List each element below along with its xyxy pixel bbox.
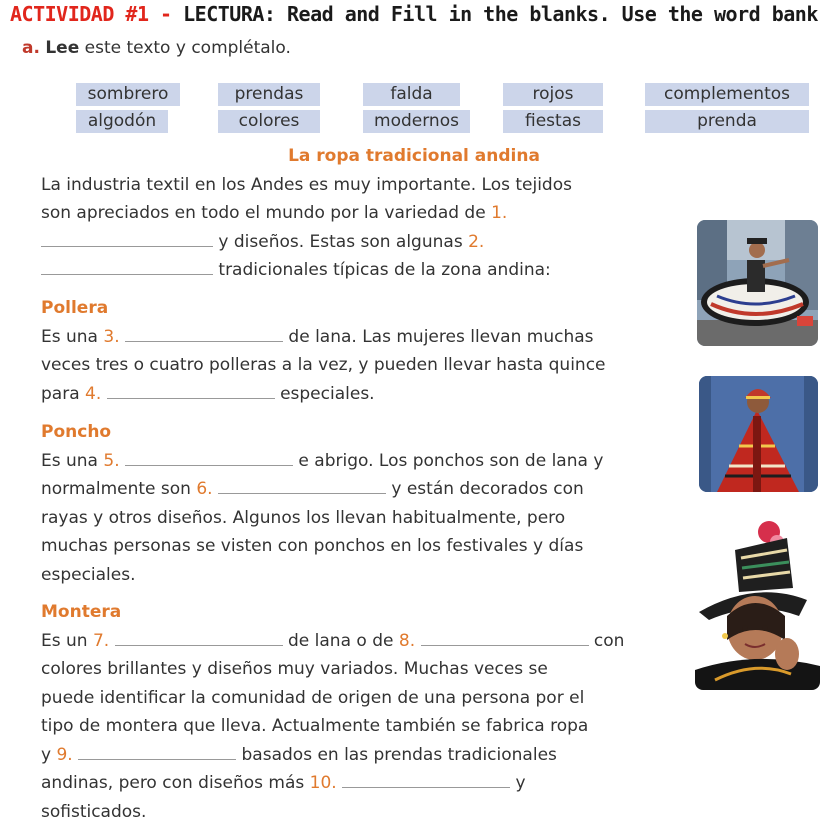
text-line: colores brillantes y diseños muy variados. Muchas veces se — [41, 659, 548, 679]
word-bank-item: algodón — [76, 110, 168, 133]
text-span: y diseños. Estas son algunas — [218, 232, 463, 252]
text-line — [41, 479, 584, 499]
text-span: de lana o de — [288, 631, 394, 651]
text-line — [41, 384, 375, 404]
blank-7[interactable] — [115, 631, 283, 646]
story-title: La ropa tradicional andina — [288, 146, 540, 166]
text-span: Es un — [41, 631, 88, 651]
blank-number: 2. — [468, 232, 485, 252]
text-span: y — [515, 773, 526, 793]
word-bank-item: fiestas — [503, 110, 603, 133]
blank-4[interactable] — [107, 384, 275, 399]
text-span: de lana. Las mujeres llevan muchas — [288, 327, 594, 347]
text-line — [41, 232, 484, 252]
text-span: para — [41, 384, 80, 404]
text-line: tipo de montera que lleva. Actualmente también se fabrica ropa — [41, 716, 589, 736]
section-heading-pollera: Pollera — [41, 298, 109, 318]
blank-number: 10. — [309, 773, 337, 793]
text-line: veces tres o cuatro polleras a la vez, y pueden llevar hasta quince — [41, 355, 606, 375]
montera-woman-photo — [695, 520, 820, 690]
text-span: e abrigo. Los ponchos son de lana y — [298, 451, 604, 471]
blank-2[interactable] — [41, 260, 213, 275]
instruction-bold: Lee — [45, 38, 80, 58]
word-bank-item: falda — [363, 83, 460, 106]
blank-number: 9. — [56, 745, 73, 765]
poncho-man-photo — [699, 376, 818, 492]
blank-number: 8. — [398, 631, 416, 651]
word-bank-item: rojos — [503, 83, 603, 106]
blank-number: 1. — [491, 203, 508, 223]
blank-6[interactable] — [218, 479, 386, 494]
text-span: tradicionales típicas de la zona andina: — [218, 260, 551, 280]
word-bank-item: colores — [218, 110, 320, 133]
blank-number: 7. — [92, 631, 110, 651]
blank-1[interactable] — [41, 232, 213, 247]
section-heading-montera: Montera — [41, 602, 122, 622]
blank-5[interactable] — [125, 451, 293, 466]
blank-9[interactable] — [78, 745, 236, 760]
text-line — [41, 631, 624, 651]
text-line: sofisticados. — [41, 802, 147, 822]
text-line — [41, 260, 551, 280]
text-span: especiales. — [280, 384, 375, 404]
text-line: puede identificar la comunidad de origen de una persona por el — [41, 688, 585, 708]
word-bank-item: sombrero — [76, 83, 180, 106]
blank-8[interactable] — [421, 631, 589, 646]
text-span: y — [41, 745, 52, 765]
instruction — [22, 38, 291, 58]
text-line: especiales. — [41, 565, 136, 585]
word-bank-item: complementos — [645, 83, 809, 106]
word-bank-item: modernos — [363, 110, 470, 133]
instruction-letter: a. — [22, 38, 40, 58]
text-span: con — [593, 631, 625, 651]
text-line — [41, 327, 594, 347]
text-line — [41, 203, 507, 223]
text-span: Es una — [41, 327, 98, 347]
blank-number: 4. — [85, 384, 102, 404]
word-bank-item: prenda — [645, 110, 809, 133]
text-line: La industria textil en los Andes es muy importante. Los tejidos — [41, 175, 572, 195]
text-span: basados en las prendas tradicionales — [241, 745, 557, 765]
text-line: rayas y otros diseños. Algunos los llevan habitualmente, pero — [41, 508, 566, 528]
text-span: Es una — [41, 451, 98, 471]
blank-10[interactable] — [342, 773, 510, 788]
text-span: normalmente son — [41, 479, 191, 499]
blank-number: 5. — [103, 451, 120, 471]
activity-number: ACTIVIDAD #1 - — [10, 2, 172, 26]
instruction-text: este texto y complétalo. — [79, 38, 291, 58]
text-line — [41, 773, 526, 793]
text-line — [41, 745, 557, 765]
blank-number: 3. — [103, 327, 120, 347]
blank-number: 6. — [196, 479, 213, 499]
dancer-photo — [697, 220, 818, 346]
blank-3[interactable] — [125, 327, 283, 342]
section-heading-poncho: Poncho — [41, 422, 112, 442]
activity-title-text: LECTURA: Read and Fill in the blanks. Use the word bank — [171, 2, 818, 26]
word-bank-item: prendas — [218, 83, 320, 106]
text-span: andinas, pero con diseños más — [41, 773, 305, 793]
text-span: y están decorados con — [391, 479, 584, 499]
text-line — [41, 451, 603, 471]
text-span: son apreciados en todo el mundo por la variedad de — [41, 203, 486, 223]
text-line: muchas personas se visten con ponchos en los festivales y días — [41, 536, 584, 556]
activity-title — [10, 2, 818, 26]
